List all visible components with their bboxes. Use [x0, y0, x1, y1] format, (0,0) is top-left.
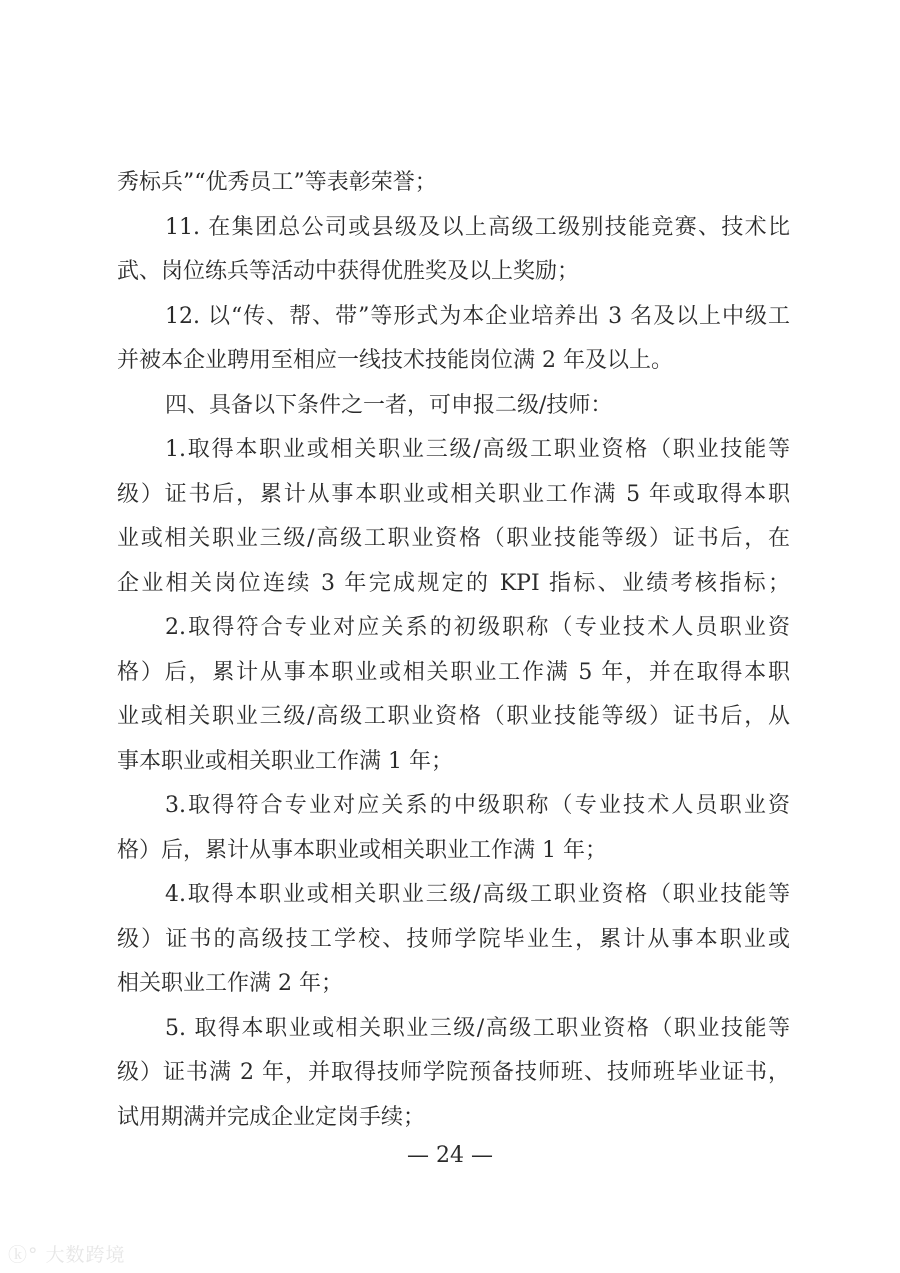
- page-number: — 24 —: [407, 1143, 493, 1168]
- text-line: 4.取得本职业或相关职业三级/高级工职业资格（职业技能等: [165, 882, 790, 907]
- text-line: 业或相关职业三级/高级工职业资格（职业技能等级）证书后，在: [117, 526, 790, 551]
- text-line: 格）后，累计从事本职业或相关职业工作满 5 年，并在取得本职: [117, 659, 790, 685]
- text-line: 级）证书满 2 年，并取得技师学院预备技师班、技师班毕业证书，: [117, 1060, 790, 1085]
- text-line: 试用期满并完成企业定岗手续；: [117, 1104, 426, 1130]
- text-line: 武、岗位练兵等活动中获得优胜奖及以上奖励；: [117, 259, 580, 284]
- text-line: 12. 以“传、帮、带”等形式为本企业培养出 3 名及以上中级工: [165, 303, 790, 329]
- text-line: 并被本企业聘用至相应一线技术技能岗位满 2 年及以上。: [117, 348, 673, 373]
- text-line: 秀标兵”“优秀员工”等表彰荣誉；: [117, 170, 437, 195]
- text-line: 11. 在集团总公司或县级及以上高级工级别技能竞赛、技术比: [165, 214, 790, 240]
- text-line: 四、具备以下条件之一者，可申报二级/技师：: [165, 392, 613, 418]
- text-line: 1.取得本职业或相关职业三级/高级工职业资格（职业技能等: [165, 437, 790, 462]
- text-line: 5. 取得本职业或相关职业三级/高级工职业资格（职业技能等: [165, 1015, 790, 1041]
- text-line: 事本职业或相关职业工作满 1 年；: [117, 748, 453, 774]
- watermark-icon: ⓚ°: [8, 1244, 46, 1266]
- text-line: 2.取得符合专业对应关系的初级职称（专业技术人员职业资: [165, 615, 790, 640]
- text-line: 格）后，累计从事本职业或相关职业工作满 1 年；: [117, 837, 607, 863]
- text-line: 企业相关岗位连续 3 年完成规定的 KPI 指标、业绩考核指标；: [117, 570, 790, 596]
- text-line: 相关职业工作满 2 年；: [117, 971, 343, 996]
- text-line: 3.取得符合专业对应关系的中级职称（专业技术人员职业资: [165, 793, 790, 818]
- watermark-text: 大数跨境: [45, 1244, 126, 1266]
- text-line: 级）证书的高级技工学校、技师学院毕业生，累计从事本职业或: [117, 926, 790, 952]
- text-line: 级）证书后，累计从事本职业或相关职业工作满 5 年或取得本职: [117, 481, 790, 507]
- text-line: 业或相关职业三级/高级工职业资格（职业技能等级）证书后，从: [117, 704, 790, 729]
- watermark-logo: [8, 1240, 126, 1267]
